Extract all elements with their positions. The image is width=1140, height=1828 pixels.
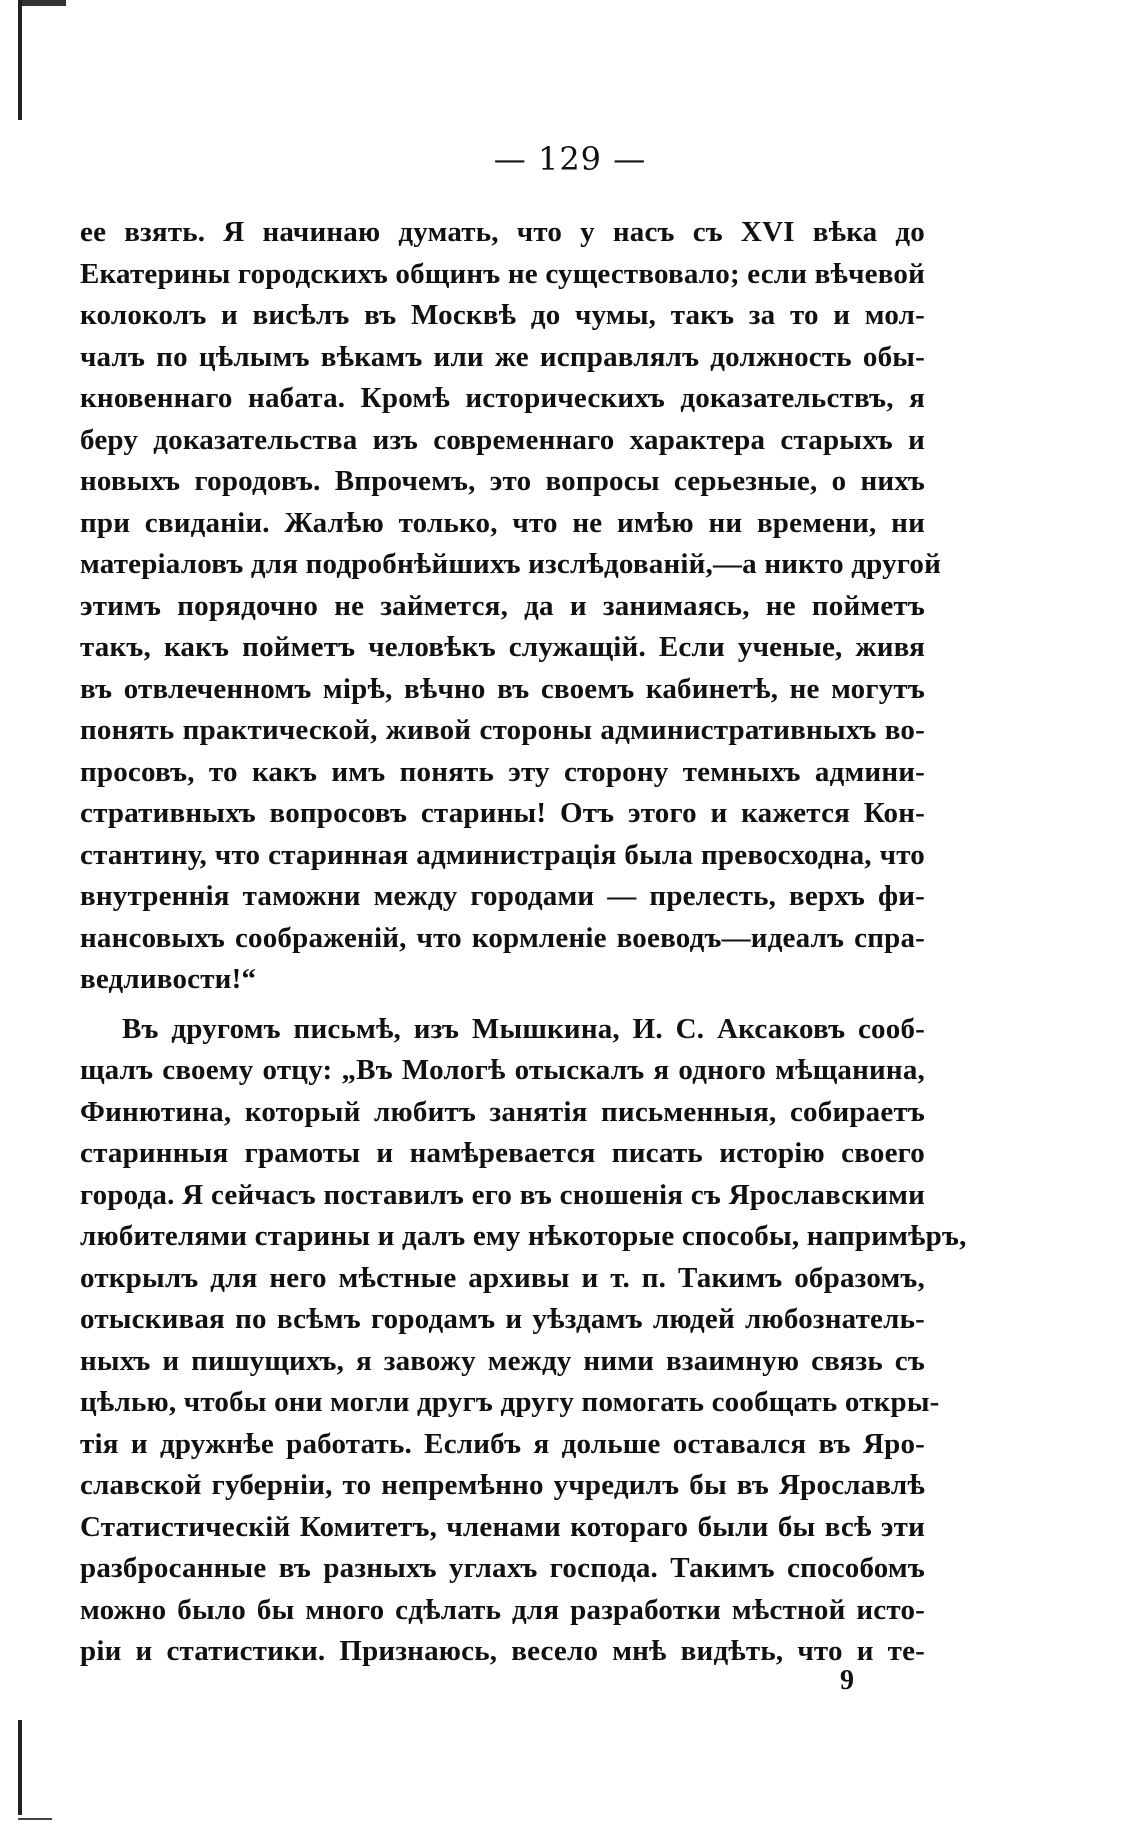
text-line: стративныхъ вопросовъ старины! Отъ этого и кажется Кон- [80, 797, 925, 829]
text-line: можно было бы много сдѣлать для разработки мѣстной исто- [80, 1593, 925, 1626]
text-line: ее взять. Я начинаю думать, что у насъ съ XVI вѣка до [80, 216, 925, 248]
text-line: любителями старины и далъ ему нѣкоторые способы, напримѣръ, [80, 1220, 967, 1252]
text-line: города. Я сейчасъ поставилъ его въ сношенія съ Ярославскими [80, 1178, 925, 1211]
text-line: понять практической, живой стороны административныхъ во- [80, 714, 925, 746]
text-line: внутреннія таможни между городами — прелесть, верхъ фи- [80, 880, 925, 912]
scan-artifact [18, 1720, 22, 1815]
paragraph-2 [80, 1009, 967, 1673]
text-line: колоколъ и висѣлъ въ Москвѣ до чумы, такъ за то и мол- [80, 299, 925, 331]
text-line: при свиданіи. Жалѣю только, что не имѣю ни времени, ни [80, 506, 925, 539]
text-line: Статистическій Комитетъ, членами котораго были бы всѣ эти [80, 1510, 925, 1543]
scan-artifact [18, 1818, 52, 1820]
text-line: въ отвлеченномъ мірѣ, вѣчно въ своемъ кабинетѣ, не могутъ [80, 672, 925, 705]
text-line: разбросанные въ разныхъ углахъ господа. Такимъ способомъ [80, 1552, 925, 1584]
text-line: тія и дружнѣе работать. Еслибъ я дольше оставался въ Яро- [80, 1427, 925, 1460]
text-line: ріи и статистики. Признаюсь, весело мнѣ видѣть, что и те- [80, 1635, 925, 1667]
text-line: чалъ по цѣлымъ вѣкамъ или же исправлялъ должность обы- [80, 340, 925, 373]
text-line: открылъ для него мѣстные архивы и т. п. Такимъ образомъ, [80, 1261, 925, 1294]
text-line: ныхъ и пишущихъ, я завожу между ними взаимную связь съ [80, 1344, 925, 1377]
scan-artifact [18, 0, 66, 6]
text-line: старинныя грамоты и намѣревается писать исторію своего [80, 1137, 925, 1169]
paragraph-1 [80, 212, 942, 1001]
text-line: цѣлью, чтобы они могли другъ другу помогать сообщать откры- [80, 1386, 940, 1418]
text-line: кновеннаго набата. Кромѣ историческихъ доказательствъ, я [80, 382, 925, 414]
text-line: отыскивая по всѣмъ городамъ и уѣздамъ людей любознатель- [80, 1303, 925, 1335]
text-line: этимъ порядочно не займется, да и занимаясь, не пойметъ [80, 589, 925, 622]
text-line: Въ другомъ письмѣ, изъ Мышкина, И. С. Аксаковъ сооб- [122, 1012, 925, 1045]
body-text [80, 212, 967, 1673]
text-line: матеріаловъ для подробнѣйшихъ изслѣдованій,—а никто другой [80, 548, 942, 580]
text-line: нансовыхъ соображеній, что кормленіе воеводъ—идеалъ спра- [80, 921, 925, 954]
text-line: новыхъ городовъ. Впрочемъ, это вопросы серьезные, о нихъ [80, 465, 925, 497]
text-line: славской губерніи, то непремѣнно учредилъ бы въ Ярославлѣ [80, 1469, 925, 1501]
text-line: беру доказательства изъ современнаго характера старыхъ и [80, 423, 925, 456]
text-line: стантину, что старинная администрація была превосходна, что [80, 838, 925, 871]
text-line: просовъ, то какъ имъ понять эту сторону темныхъ админи- [80, 755, 925, 788]
text-line: Екатерины городскихъ общинъ не существовало; если вѣчевой [80, 257, 925, 290]
text-line: такъ, какъ пойметъ человѣкъ служащій. Если ученые, живя [80, 631, 925, 663]
scan-artifact [18, 0, 22, 120]
text-line: ведливости!“ [80, 963, 257, 995]
signature-mark: 9 [840, 1665, 854, 1696]
text-line: щалъ своему отцу: „Въ Мологѣ отыскалъ я одного мѣщанина, [80, 1054, 925, 1086]
text-line: Финютина, который любитъ занятія письменныя, собираетъ [80, 1095, 925, 1128]
page-number: — 129 — [493, 140, 647, 178]
